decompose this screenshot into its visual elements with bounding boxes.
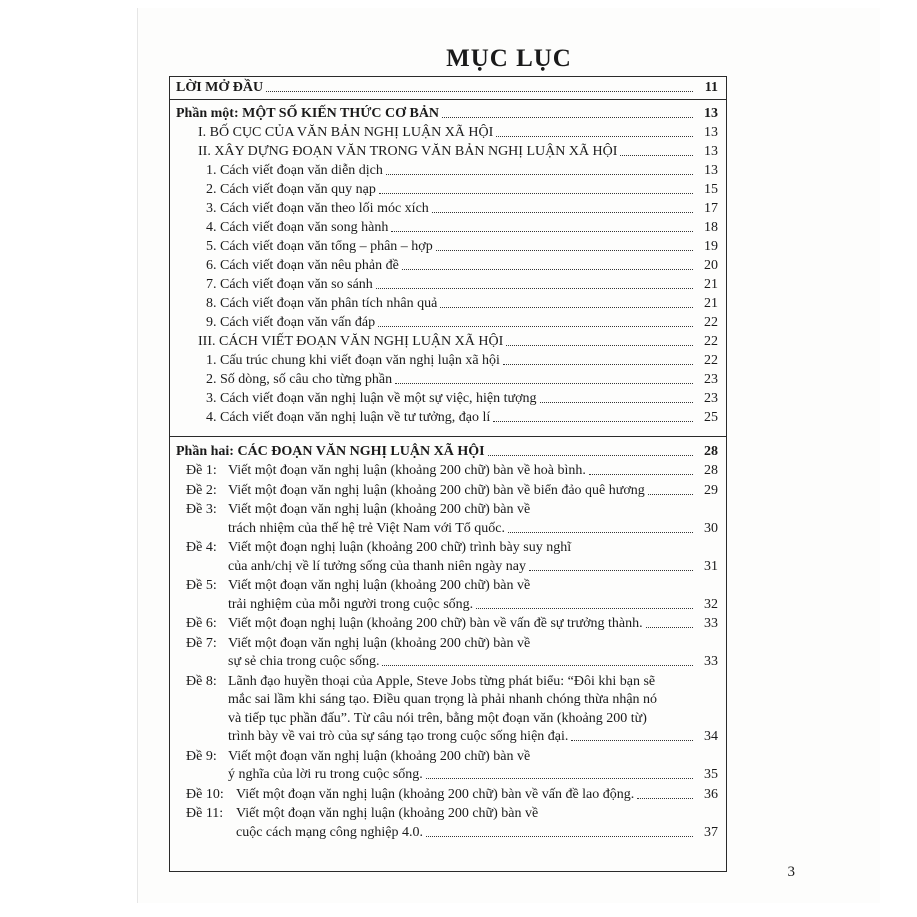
dot-leader: [476, 608, 693, 609]
dot-leader: [382, 665, 693, 666]
toc-entry: [170, 369, 726, 388]
toc-entry-page: 21: [704, 277, 718, 292]
toc-entry-label: Viết một đoạn văn nghị luận (khoảng 200 chữ) bàn về biển đảo quê hương: [228, 482, 645, 498]
toc-entry-page: 18: [704, 220, 718, 235]
toc-entry-page: 20: [704, 258, 718, 273]
toc-entry: [170, 160, 726, 179]
toc-entry-label: trách nhiệm của thế hệ trẻ Việt Nam với Tổ quốc.: [228, 520, 506, 536]
toc-entry-label: III. CÁCH VIẾT ĐOẠN VĂN NGHỊ LUẬN XÃ HỘI: [198, 334, 504, 349]
toc-entry-label: 7. Cách viết đoạn văn so sánh: [206, 277, 373, 292]
toc-entry-line: [170, 651, 726, 670]
toc-entry-page: 11: [704, 80, 718, 95]
toc-entry-label: Viết một đoạn văn nghị luận (khoảng 200 chữ) bàn về hoà bình.: [228, 463, 586, 478]
toc-entry-page: 21: [704, 296, 718, 311]
toc-entry-line: [170, 613, 726, 632]
toc-entry-line: [170, 764, 726, 783]
toc-entry-label: II. XÂY DỰNG ĐOẠN VĂN TRONG VĂN BẢN NGHỊ LUẬN XÃ HỘI: [198, 144, 618, 159]
dot-leader: [426, 836, 693, 837]
toc-entry-label: 5. Cách viết đoạn văn tổng – phân – hợp: [206, 239, 433, 254]
toc-entry-page: 23: [704, 372, 718, 387]
toc-entry-label: Viết một đoạn nghị luận (khoảng 200 chữ) bàn về vấn đề sự trưởng thành.: [228, 616, 643, 631]
toc-entry-line: [170, 746, 726, 765]
toc-entry-line: [170, 537, 726, 556]
toc-entry-label: LỜI MỞ ĐẦU: [176, 80, 264, 95]
toc-entry: [170, 388, 726, 407]
dot-leader: [571, 740, 693, 741]
toc-entry-label: 6. Cách viết đoạn văn nêu phản đề: [206, 258, 399, 273]
toc-entry: [170, 236, 726, 255]
toc-part-heading: [170, 441, 726, 460]
dot-leader: [442, 117, 693, 118]
toc-entry-page: 36: [704, 786, 718, 802]
toc-entry-page: 25: [704, 410, 718, 425]
toc-table: [169, 76, 727, 872]
toc-entry-label: trải nghiệm của mỗi người trong cuộc sống.: [228, 596, 474, 612]
toc-entry-line: [170, 726, 726, 745]
toc-entry-label: Viết một đoạn văn nghị luận (khoảng 200 chữ) bàn về: [236, 806, 539, 821]
toc-entry-label: Phần hai: CÁC ĐOẠN VĂN NGHỊ LUẬN XÃ HỘI: [176, 444, 485, 459]
toc-entry-line: [170, 708, 726, 727]
toc-entry-page: 30: [704, 520, 718, 536]
toc-entry-page: 13: [704, 144, 718, 159]
toc-entry-page: 29: [704, 482, 718, 498]
toc-entry-label: của anh/chị về lí tưởng sống của thanh niên ngày nay: [228, 558, 527, 574]
dot-leader: [436, 250, 693, 251]
toc-part-heading: [170, 103, 726, 122]
dot-leader: [637, 798, 693, 799]
dot-leader: [493, 421, 693, 422]
toc-exercise-number: Đề 11:: [186, 806, 224, 821]
toc-entry-page: 35: [704, 767, 718, 782]
toc-section-part1: [170, 100, 726, 437]
toc-entry-label: 3. Cách viết đoạn văn theo lối móc xích: [206, 201, 429, 216]
toc-entry-label: 1. Cách viết đoạn văn diễn dịch: [206, 163, 383, 178]
dot-leader: [386, 174, 693, 175]
toc-exercise-number: Đề 10:: [186, 786, 224, 802]
toc-entry-label: Viết một đoạn văn nghị luận (khoảng 200 chữ) bàn về: [228, 502, 531, 517]
toc-entry-label: 2. Cách viết đoạn văn quy nạp: [206, 182, 376, 197]
book-page: [137, 8, 880, 903]
dot-leader: [496, 136, 693, 137]
dot-leader: [503, 364, 693, 365]
toc-section-intro: [170, 77, 726, 100]
toc-entry-line: [170, 556, 726, 575]
dot-leader: [529, 570, 693, 571]
dot-leader: [402, 269, 693, 270]
toc-entry-line: [170, 499, 726, 518]
toc-entry-page: 15: [704, 182, 718, 197]
toc-entry-label: cuộc cách mạng công nghiệp 4.0.: [236, 824, 423, 840]
toc-entry-line: [170, 784, 726, 803]
toc-exercise-number: Đề 8:: [186, 673, 217, 689]
dot-leader: [620, 155, 693, 156]
toc-entry-label: mắc sai lầm khi sáng tạo. Điều quan trọng là phải nhanh chóng thừa nhận nó: [228, 692, 658, 707]
toc-entry-page: 37: [704, 824, 718, 840]
toc-entry: [170, 312, 726, 331]
toc-entry-line: [170, 594, 726, 613]
toc-entry-line: [170, 822, 726, 841]
toc-entry-label: 4. Cách viết đoạn văn nghị luận về tư tưởng, đạo lí: [206, 410, 491, 425]
toc-entry-page: 33: [704, 616, 718, 631]
page-number: 3: [787, 864, 795, 880]
toc-entry: [170, 274, 726, 293]
toc-entry-label: 9. Cách viết đoạn văn vấn đáp: [206, 315, 376, 330]
toc-entry-line: [170, 480, 726, 499]
toc-entry: [170, 179, 726, 198]
toc-entry-page: 33: [704, 654, 718, 669]
toc-entry-line: [170, 633, 726, 652]
toc-entry-label: và tiếp tục phần đấu”. Từ câu nói trên, bằng một đoạn văn (khoảng 200 từ): [228, 710, 647, 726]
toc-entry: [170, 122, 726, 141]
dot-leader: [376, 288, 693, 289]
dot-leader: [432, 212, 693, 213]
toc-entry: [170, 350, 726, 369]
toc-entry-label: sự sẻ chia trong cuộc sống.: [228, 654, 380, 669]
toc-entry-page: 13: [704, 106, 718, 121]
dot-leader: [488, 455, 693, 456]
toc-exercise-number: Đề 9:: [186, 748, 217, 764]
toc-entry: [170, 198, 726, 217]
toc-entry-line: [170, 460, 726, 479]
toc-entry-line: [170, 671, 726, 690]
toc-entry: [170, 293, 726, 312]
toc-entry-page: 19: [704, 239, 718, 254]
toc-exercise-number: Đề 1:: [186, 463, 217, 478]
toc-entry-page: 28: [704, 463, 718, 478]
toc-entry-label: Viết một đoạn nghị luận (khoảng 200 chữ) trình bày suy nghĩ: [228, 540, 572, 555]
toc-exercise-number: Đề 3:: [186, 502, 217, 517]
toc-entry: [170, 77, 726, 96]
dot-leader: [378, 326, 693, 327]
toc-entry-label: I. BỐ CỤC CỦA VĂN BẢN NGHỊ LUẬN XÃ HỘI: [198, 125, 494, 140]
dot-leader: [395, 383, 693, 384]
toc-entry-label: 3. Cách viết đoạn văn nghị luận về một sự việc, hiện tượng: [206, 391, 537, 406]
toc-entry-page: 31: [704, 558, 718, 574]
toc-entry-page: 34: [704, 729, 718, 744]
toc-entry-page: 28: [704, 444, 718, 459]
toc-exercise-number: Đề 4:: [186, 540, 217, 555]
toc-entry-label: 1. Cấu trúc chung khi viết đoạn văn nghị luận xã hội: [206, 353, 500, 368]
dot-leader: [506, 345, 693, 346]
toc-entry-line: [170, 518, 726, 537]
toc-entry-page: 32: [704, 596, 718, 612]
dot-leader: [391, 231, 693, 232]
dot-leader: [379, 193, 693, 194]
toc-entry-line: [170, 575, 726, 594]
toc-entry-line: [170, 803, 726, 822]
toc-exercise-number: Đề 5:: [186, 578, 217, 593]
toc-entry-label: trình bày về vai trò của sự sáng tạo trong cuộc sống hiện đại.: [228, 729, 569, 744]
toc-exercise-number: Đề 7:: [186, 635, 217, 651]
toc-entry: [170, 407, 726, 426]
toc-entry-label: 2. Số dòng, số câu cho từng phần: [206, 372, 393, 387]
toc-entry-page: 13: [704, 163, 718, 178]
toc-entry-page: 22: [704, 315, 718, 330]
toc-entry-page: 13: [704, 125, 718, 140]
dot-leader: [440, 307, 693, 308]
dot-leader: [648, 494, 693, 495]
toc-entry-label: Viết một đoạn văn nghị luận (khoảng 200 chữ) bàn về: [228, 578, 531, 593]
toc-entry-label: Phần một: MỘT SỐ KIẾN THỨC CƠ BẢN: [176, 106, 440, 121]
toc-entry: [170, 141, 726, 160]
dot-leader: [508, 532, 693, 533]
toc-entry-label: 4. Cách viết đoạn văn song hành: [206, 220, 389, 235]
toc-entry-label: 8. Cách viết đoạn văn phân tích nhân quả: [206, 296, 438, 311]
toc-entry-label: Viết một đoạn văn nghị luận (khoảng 200 chữ) bàn về: [228, 748, 531, 764]
toc-section-part2: [170, 437, 726, 870]
toc-entry: [170, 255, 726, 274]
dot-leader: [266, 91, 693, 92]
toc-entry-line: [170, 689, 726, 708]
toc-exercise-number: Đề 2:: [186, 482, 217, 498]
toc-entry-page: 22: [704, 334, 718, 349]
toc-entry-label: Viết một đoạn văn nghị luận (khoảng 200 chữ) bàn về: [228, 635, 531, 651]
toc-entry-page: 17: [704, 201, 718, 216]
dot-leader: [540, 402, 693, 403]
dot-leader: [646, 627, 693, 628]
toc-entry-page: 22: [704, 353, 718, 368]
toc-entry-page: 23: [704, 391, 718, 406]
toc-entry: [170, 331, 726, 350]
toc-entry-label: Lãnh đạo huyền thoại của Apple, Steve Jobs từng phát biểu: “Đôi khi bạn sẽ: [228, 673, 656, 689]
toc-entry-label: ý nghĩa của lời ru trong cuộc sống.: [228, 767, 423, 782]
dot-leader: [589, 474, 693, 475]
toc-entry-label: Viết một đoạn văn nghị luận (khoảng 200 chữ) bàn về vấn đề lao động.: [236, 786, 635, 802]
toc-entry: [170, 217, 726, 236]
toc-exercise-number: Đề 6:: [186, 616, 217, 631]
dot-leader: [426, 778, 693, 779]
page-title: MỤC LỤC: [446, 45, 572, 72]
